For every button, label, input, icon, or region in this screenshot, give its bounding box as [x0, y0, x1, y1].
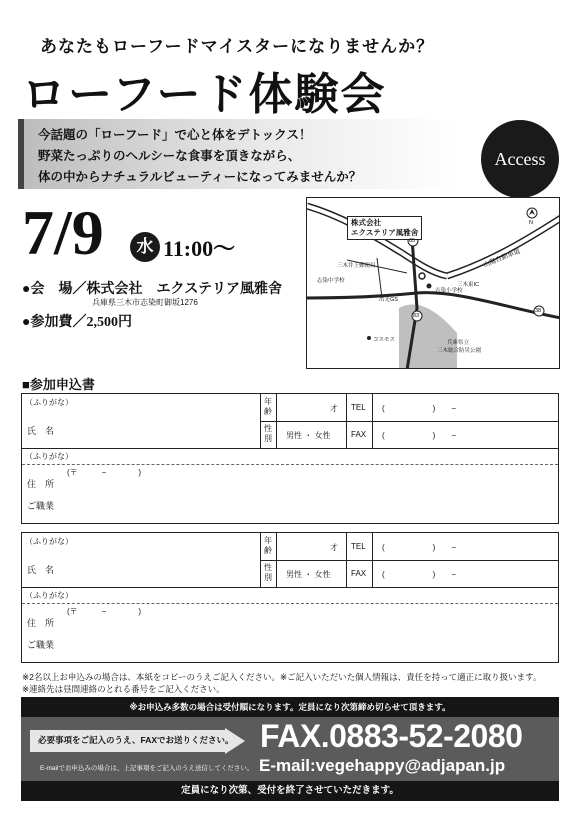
application-form-1 — [21, 393, 559, 524]
access-badge: Access — [481, 120, 559, 198]
tel-field[interactable]: ( ) − — [382, 543, 456, 552]
intro-box — [18, 119, 456, 189]
fax-field[interactable]: ( ) − — [382, 570, 456, 579]
day-of-week-badge: 水 — [130, 232, 160, 262]
fax-label: FAX — [351, 569, 367, 578]
footer-top-notice: ※お申込み多数の場合は受付順になります。定員になり次第締め切らせて頂きます。 — [21, 697, 559, 717]
furigana-label: （ふりがな） — [25, 398, 73, 407]
tel-field[interactable]: ( ) − — [382, 404, 456, 413]
access-map — [306, 197, 560, 369]
map-route-83: 83 — [413, 313, 420, 319]
intro-line: 今話題の「ローフード」で心と体をデトックス！ — [38, 128, 312, 142]
map-post-office-label: 三木井上郵便局 — [337, 263, 376, 269]
intro-line: 体の中からナチュラルビューティーになってみませんか？ — [38, 170, 362, 184]
map-venue-label — [347, 216, 422, 240]
map-park-label-1: 兵庫県立 — [447, 340, 470, 346]
occupation-label: ご職業 — [27, 501, 55, 511]
event-time: 11:00～ — [163, 236, 236, 261]
form-section-title: ■参加申込書 — [22, 377, 95, 392]
gender-label: 性 別 — [264, 563, 272, 582]
event-date: 7/9 — [22, 197, 104, 268]
map-ic-label: 三木東IC — [457, 282, 480, 288]
name-label: 氏 名 — [27, 426, 55, 436]
furigana-label: （ふりがな） — [25, 452, 73, 461]
event-address: 兵庫県三木市志染町御坂1276 — [92, 298, 198, 307]
email-address[interactable]: E-mail:vegehappy@adjapan.jp — [259, 756, 506, 775]
fax-label: FAX — [351, 430, 367, 439]
map-park-label-2: 三木総合防災公園 — [437, 348, 482, 354]
notes — [22, 671, 541, 695]
north-icon: N — [529, 220, 533, 226]
map-venue-line: エクステリア風雅舍 — [351, 228, 419, 237]
map-gs-label: 出光GS — [379, 297, 398, 303]
map-highway-label: 山陽自動車道 — [482, 247, 522, 269]
furigana-label: （ふりがな） — [25, 591, 73, 600]
map-route-38: 38 — [535, 308, 542, 314]
age-unit: 才 — [330, 404, 338, 413]
furigana-label: （ふりがな） — [25, 537, 73, 546]
age-unit: 才 — [330, 543, 338, 552]
fax-instruction: 必要事項をご記入のうえ、FAXでお送りください。 — [38, 735, 234, 745]
postal-code-field[interactable]: (〒 − ) — [67, 468, 141, 477]
tel-label: TEL — [351, 542, 366, 551]
application-form-2 — [21, 532, 559, 663]
gender-options[interactable]: 男性 ・ 女性 — [286, 431, 331, 440]
map-venue-line: 株式会社 — [351, 218, 381, 227]
fax-number: FAX.0883-52-2080 — [260, 718, 523, 754]
page-title: ローフード体験会 — [22, 70, 387, 119]
postal-code-field[interactable]: (〒 − ) — [67, 607, 141, 616]
fax-field[interactable]: ( ) − — [382, 431, 456, 440]
occupation-label: ご職業 — [27, 640, 55, 650]
age-label: 年 齢 — [264, 536, 272, 555]
gender-label: 性 別 — [264, 424, 272, 443]
tel-label: TEL — [351, 403, 366, 412]
footer-bottom-notice: 定員になり次第、受付を終了させていただきます。 — [21, 781, 559, 801]
event-fee: ●参加費／2,500円 — [22, 315, 132, 330]
address-label: 住 所 — [27, 479, 55, 489]
note-line: ※2名以上お申込みの場合は、本紙をコピーのうえご記入ください。※ご記入いただいた個人情報は、責任を持って適正に取り扱います。 — [22, 672, 542, 682]
map-elementary-label: 志染小学校 — [435, 288, 463, 294]
map-kosumosu-label: コスモス — [373, 337, 396, 343]
map-route-85: 85 — [409, 238, 416, 244]
intro-line: 野菜たっぷりのヘルシーな食事を頂きながら、 — [38, 149, 301, 163]
note-line: ※連絡先は昼間連絡のとれる番号をご記入ください。 — [22, 684, 225, 694]
age-label: 年 齢 — [264, 397, 272, 416]
address-label: 住 所 — [27, 618, 55, 628]
subtitle: あなたもローフードマイスターになりませんか？ — [40, 37, 435, 56]
gender-options[interactable]: 男性 ・ 女性 — [286, 570, 331, 579]
map-middle-school-label: 志染中学校 — [317, 278, 345, 284]
email-note: E-mailでお申込みの場合は、上記事項をご記入のうえ送信してください。 — [40, 765, 254, 772]
name-label: 氏 名 — [27, 565, 55, 575]
event-venue: ●会 場／株式会社 エクステリア風雅舍 — [22, 282, 283, 297]
